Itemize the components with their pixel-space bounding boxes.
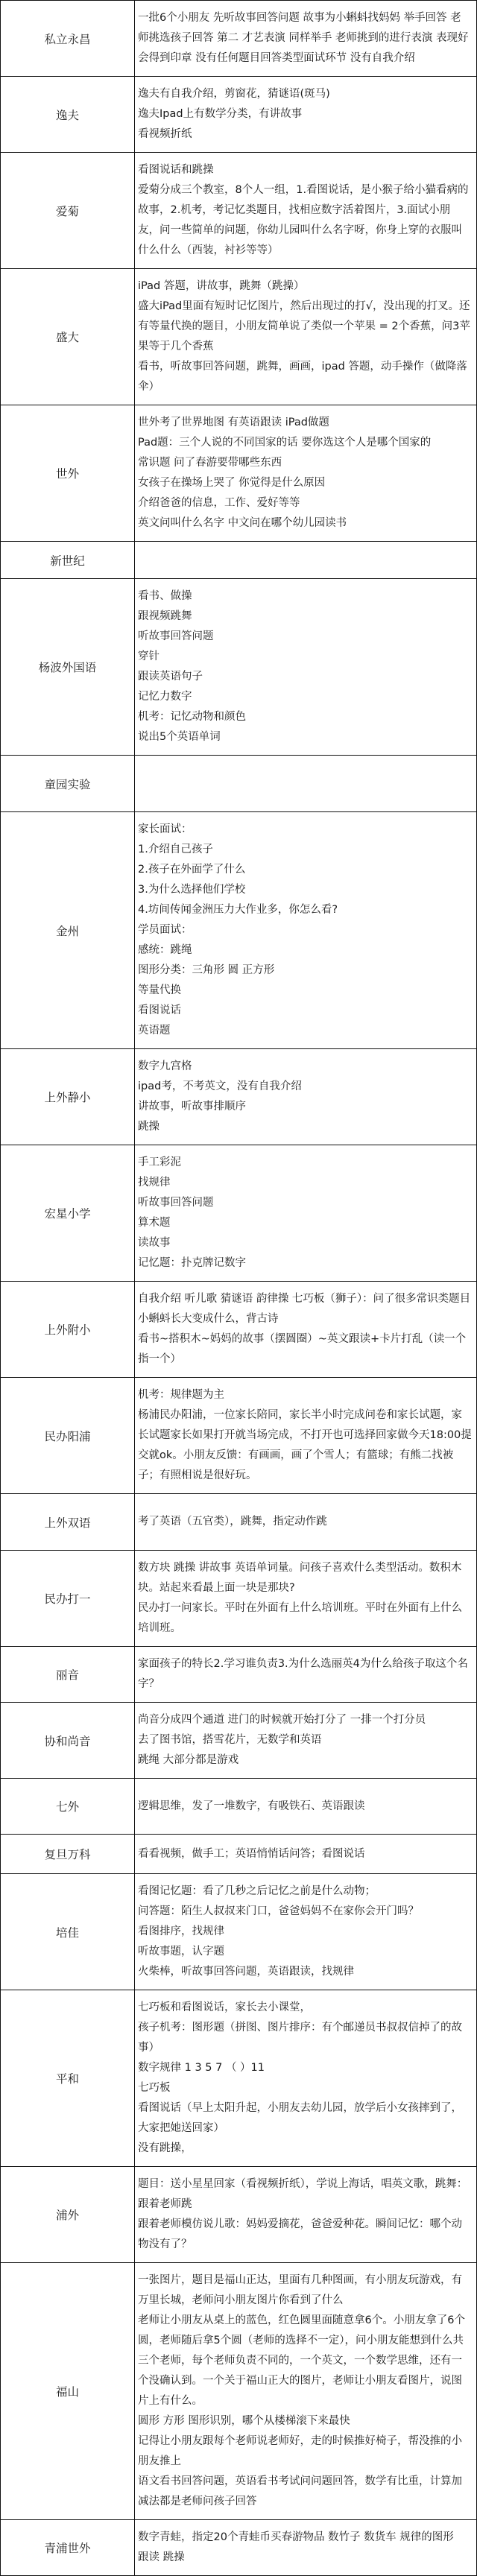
detail-line: 老师让小朋友从桌上的蓝色，红色圆里面随意拿6个。小朋友拿了6个圆，老师随后拿5个圆（老师的选择不一定），问小朋友能想到什么共三个老师，每个老师负责不同的，一个英文，一个数学思维，还有一个没确认到。一个关于福山正大的图片，老师让小朋友看图片，说图片上有什么。 — [138, 2314, 465, 2407]
detail-line: 算术题 — [138, 1217, 171, 1229]
detail-line: 七巧板 — [138, 2082, 171, 2094]
table-row — [1, 268, 476, 405]
school-name-cell: 协和尚音 — [1, 1703, 135, 1778]
school-name-cell: 培佳 — [1, 1874, 135, 1990]
detail-line: 听故事回答问题 — [138, 630, 214, 642]
detail-line: iPad 答题，讲故事，跳舞（跳操） — [138, 280, 305, 292]
school-name-cell: 复旦万科 — [1, 1835, 135, 1873]
school-name-cell: 上外附小 — [1, 1282, 135, 1377]
detail-line: 逸夫有自我介绍，剪窗花，猜谜语(斑马) — [138, 88, 330, 100]
detail-line: 自我介绍 听儿歌 猜谜语 韵律操 七巧板（狮子）：问了很多常识类题目 小蝌蚪长大变成什么，背古诗 — [138, 1293, 471, 1325]
detail-line: 常识题 问了春游要带哪些东西 — [138, 457, 282, 469]
table-row — [1, 1145, 476, 1281]
interview-details-cell — [135, 1145, 476, 1281]
detail-line: 讲故事，听故事排顺序 — [138, 1101, 246, 1113]
school-name-cell: 民办阳浦 — [1, 1378, 135, 1493]
detail-line: 机考：记忆动物和颜色 — [138, 711, 246, 723]
detail-line: 逸夫Ipad上有数学分类，有讲故事 — [138, 108, 303, 120]
detail-line: 1.介绍自己孩子 — [138, 844, 213, 855]
school-name-cell: 逸夫 — [1, 77, 135, 152]
interview-details-cell — [135, 269, 476, 405]
detail-line: 家面孩子的特长2.学习谁负责3.为什么选丽英4为什么给孩子取这个名字？ — [138, 1658, 468, 1690]
detail-line: 看图说话和跳操 — [138, 164, 214, 176]
detail-line: 孩子机考：图形题（拼图、图片排序：有个邮递员书叔叔信掉了的故事） — [138, 2022, 462, 2054]
interview-details-cell — [135, 1494, 476, 1550]
school-name-cell: 上外双语 — [1, 1494, 135, 1550]
table-row — [1, 1834, 476, 1873]
school-name-cell: 浦外 — [1, 2167, 135, 2262]
table-row — [1, 1873, 476, 1990]
detail-line: 记得让小朋友跟每个老师说老师好，走的时候推好椅子，帮没推的小朋友推上 — [138, 2435, 462, 2467]
detail-line: 跳绳 大部分都是游戏 — [138, 1754, 239, 1766]
detail-line: 图形分类：三角形 圆 正方形 — [138, 964, 275, 976]
interview-details-cell — [135, 1647, 476, 1702]
table-row — [1, 2262, 476, 2519]
interview-details-cell — [135, 542, 476, 578]
detail-line: 家长面试： — [138, 823, 192, 835]
detail-line: 看图排序，找规律 — [138, 1925, 224, 1937]
detail-line: 看视频折纸 — [138, 128, 192, 140]
detail-line: 机考：规律题为主 — [138, 1389, 224, 1401]
detail-line: 问答题：陌生人叔叔来门口，爸爸妈妈不在家你会开门吗？ — [138, 1905, 419, 1917]
interview-details-cell — [135, 2520, 476, 2575]
detail-line: 世外考了世界地图 有英语跟读 iPad做题 — [138, 417, 329, 428]
school-name-cell: 民办打一 — [1, 1551, 135, 1646]
table-row — [1, 1048, 476, 1145]
table-row — [1, 152, 476, 268]
interview-details-cell — [135, 1282, 476, 1377]
school-name-cell: 爱菊 — [1, 153, 135, 268]
detail-line: 穿针 — [138, 651, 159, 662]
detail-line: 七巧板和看图说话，家长去小课堂， — [138, 2001, 311, 2013]
detail-line: 看图说话（早上太阳升起，小朋友去幼儿园，放学后小女孩摔到了，大家把她送回家） — [138, 2102, 462, 2134]
detail-line: 说出5个英语单词 — [138, 731, 221, 743]
table-row — [1, 2166, 476, 2262]
table-row — [1, 1493, 476, 1550]
detail-line: 跟着老师模仿说儿歌：妈妈爱摘花，爸爸爱种花。瞬间记忆：哪个动物没有了？ — [138, 2218, 462, 2250]
detail-line: 2.孩子在外面学了什么 — [138, 864, 246, 876]
school-name-cell: 青浦世外 — [1, 2520, 135, 2575]
detail-line: 民办打一问家长。平时在外面有上什么培训班。平时在外面有上什么培训班。 — [138, 1602, 462, 1634]
detail-line: 跟读英语句子 — [138, 671, 203, 683]
interview-details-cell — [135, 2167, 476, 2262]
detail-line: 考了英语（五官类），跳舞，指定动作跳 — [138, 1516, 327, 1528]
detail-line: 记忆力数字 — [138, 691, 192, 703]
table-row — [1, 541, 476, 578]
school-name-cell: 金州 — [1, 812, 135, 1048]
interview-details-cell — [135, 77, 476, 152]
table-row — [1, 1990, 476, 2166]
school-name-cell: 杨波外国语 — [1, 579, 135, 755]
table-row — [1, 1550, 476, 1646]
detail-line: 数字九宫格 — [138, 1060, 192, 1072]
detail-line: 去了图书馆，搭雪花片，无数学和英语 — [138, 1734, 322, 1746]
detail-line: 没有跳操， — [138, 2142, 192, 2154]
detail-line: 杨浦民办阳浦，一位家长陪同，家长半小时完成问卷和家长试题，家长试题家长如果打开就当场完成，不打开也可选择回家做今天18:00提交就ok。小朋友反馈：有画画，画了个雪人；有篮球；有熊二找被子；有照相说是很好玩。 — [138, 1409, 472, 1481]
table-row — [1, 1778, 476, 1834]
detail-line: 找规律 — [138, 1177, 171, 1189]
detail-line: 跳操 — [138, 1121, 159, 1133]
detail-line: 逻辑思维，发了一堆数字，有吸铁石、英语跟读 — [138, 1800, 365, 1812]
detail-line: Pad题：三个人说的不同国家的话 要你选这个人是哪个国家的 — [138, 437, 432, 449]
detail-line: 学员面试： — [138, 924, 192, 936]
interview-details-cell — [135, 1835, 476, 1873]
interview-details-cell — [135, 1874, 476, 1990]
school-name-cell: 宏星小学 — [1, 1145, 135, 1281]
school-name-cell: 平和 — [1, 1990, 135, 2166]
detail-line: 女孩子在操场上哭了 你觉得是什么原因 — [138, 477, 326, 489]
detail-line: 3.为什么选择他们学校 — [138, 884, 246, 896]
detail-line: 英语题 — [138, 1025, 171, 1037]
interview-details-cell — [135, 1779, 476, 1834]
detail-line: 尚音分成四个通道 进门的时候就开始打分了 一排一个打分员 — [138, 1714, 426, 1726]
detail-line: 看书、做操 — [138, 590, 192, 602]
detail-line: 一张图片，题目是福山正达，里面有几种图画，有小朋友玩游戏，有万里长城，老师问小朋友图片你看到了什么 — [138, 2274, 462, 2306]
detail-line: 火柴棒，听故事回答问题，英语跟读，找规律 — [138, 1966, 354, 1978]
table-row — [1, 1, 476, 76]
table-row — [1, 1646, 476, 1702]
detail-line: 4.坊间传闻金洲压力大作业多，你怎么看? — [138, 904, 338, 916]
detail-line: 感统：跳绳 — [138, 944, 192, 956]
detail-line: 听故事回答问题 — [138, 1197, 214, 1209]
detail-line: 盛大iPad里面有短时记忆图片，然后出现过的打√，没出现的打叉。还有等量代换的题目，小朋友简单说了类似一个苹果 = 2个香蕉，问3苹果等于几个香蕉 — [138, 300, 470, 352]
table-row — [1, 1281, 476, 1377]
interview-details-cell — [135, 812, 476, 1048]
detail-line: 看书~搭积木~妈妈的故事（摆圆圈）~英文跟读+卡片打乱（读一个指一个） — [138, 1333, 467, 1365]
detail-line: 跟视频跳舞 — [138, 610, 192, 622]
detail-line: 数方块 跳操 讲故事 英语单词量。问孩子喜欢什么类型活动。数积木块。站起来看最上面一块是那块? — [138, 1562, 462, 1594]
detail-line: 圆形 方形 图形识别，哪个从楼梯滚下来最快 — [138, 2415, 350, 2427]
interview-details-cell — [135, 579, 476, 755]
detail-line: 读故事 — [138, 1237, 171, 1249]
detail-line: 数字青蛙，指定20个青蛙币买春游物品 数竹子 数货车 规律的图形 — [138, 2531, 454, 2543]
table-row — [1, 2519, 476, 2575]
interview-details-cell — [135, 1049, 476, 1145]
interview-details-cell — [135, 153, 476, 268]
table-row — [1, 1377, 476, 1493]
detail-line: 看书，听故事回答问题，跳舞，画画，ipad 答题，动手操作（做降落伞） — [138, 361, 467, 393]
detail-line: 记忆题：扑克牌记数字 — [138, 1257, 246, 1269]
detail-line: 看图说话 — [138, 1004, 181, 1016]
interview-details-cell — [135, 1990, 476, 2166]
detail-line: 语文看书回答问题，英语看书考试问问题回答，数学有比重，计算加减法都是老师问孩子回答 — [138, 2475, 462, 2507]
school-name-cell: 丽音 — [1, 1647, 135, 1702]
table-row — [1, 405, 476, 541]
interview-details-cell — [135, 1, 476, 76]
interview-details-cell — [135, 2263, 476, 2519]
school-name-cell: 童园实验 — [1, 756, 135, 811]
interview-details-cell — [135, 1551, 476, 1646]
table-row — [1, 578, 476, 755]
school-name-cell: 世外 — [1, 405, 135, 541]
school-name-cell: 盛大 — [1, 269, 135, 405]
interview-details-cell — [135, 405, 476, 541]
detail-line: 爱菊分成三个教室，8个人一组，1.看图说话，是小猴子给小猫看病的故事，2.机考，考记忆类题目，找相应数字活着图片，3.面试小朋友，问一些简单的问题，你幼儿园叫什么名字呀，你身上穿的衣服叫什么什么（西装，衬衫等等） — [138, 184, 469, 256]
detail-line: 一批6个小朋友 先听故事回答问题 故事为小蝌蚪找妈妈 举手回答 老师挑选孩子回答 第二 才艺表演 同样举手 老师挑到的进行表演 表现好会得到印章 没有任何题目回答类型面试环节 没有自我介绍 — [138, 12, 469, 64]
detail-line: 跟读 跳操 — [138, 2551, 185, 2563]
table-row — [1, 1702, 476, 1778]
school-name-cell: 新世纪 — [1, 542, 135, 578]
interview-details-cell — [135, 1378, 476, 1493]
detail-line: ipad考，不考英文，没有自我介绍 — [138, 1080, 302, 1092]
detail-line: 题目：送小星星回家（看视频折纸），学说上海话，唱英文歌，跳舞：跟着老师跳 — [138, 2178, 468, 2210]
detail-line: 看图记忆题：看了几秒之后记忆之前是什么动物； — [138, 1885, 376, 1897]
table-row — [1, 755, 476, 811]
detail-line: 手工彩泥 — [138, 1156, 181, 1168]
detail-line: 等量代换 — [138, 984, 181, 996]
detail-line: 数字规律 1 3 5 7 （ ）11 — [138, 2062, 265, 2074]
interview-details-cell — [135, 756, 476, 811]
detail-line: 英文问叫什么名字 中文问在哪个幼儿园读书 — [138, 517, 347, 529]
table-row — [1, 76, 476, 152]
school-name-cell: 私立永昌 — [1, 1, 135, 76]
table-row — [1, 811, 476, 1048]
detail-line: 看看视频，做手工；英语悄悄话问答；看图说话 — [138, 1847, 365, 1860]
detail-line: 介绍爸爸的信息，工作、爱好等等 — [138, 497, 300, 509]
interview-details-cell — [135, 1703, 476, 1778]
detail-line: 听故事题，认字题 — [138, 1946, 224, 1958]
school-name-cell: 七外 — [1, 1779, 135, 1834]
school-name-cell: 福山 — [1, 2263, 135, 2519]
school-name-cell: 上外静小 — [1, 1049, 135, 1145]
